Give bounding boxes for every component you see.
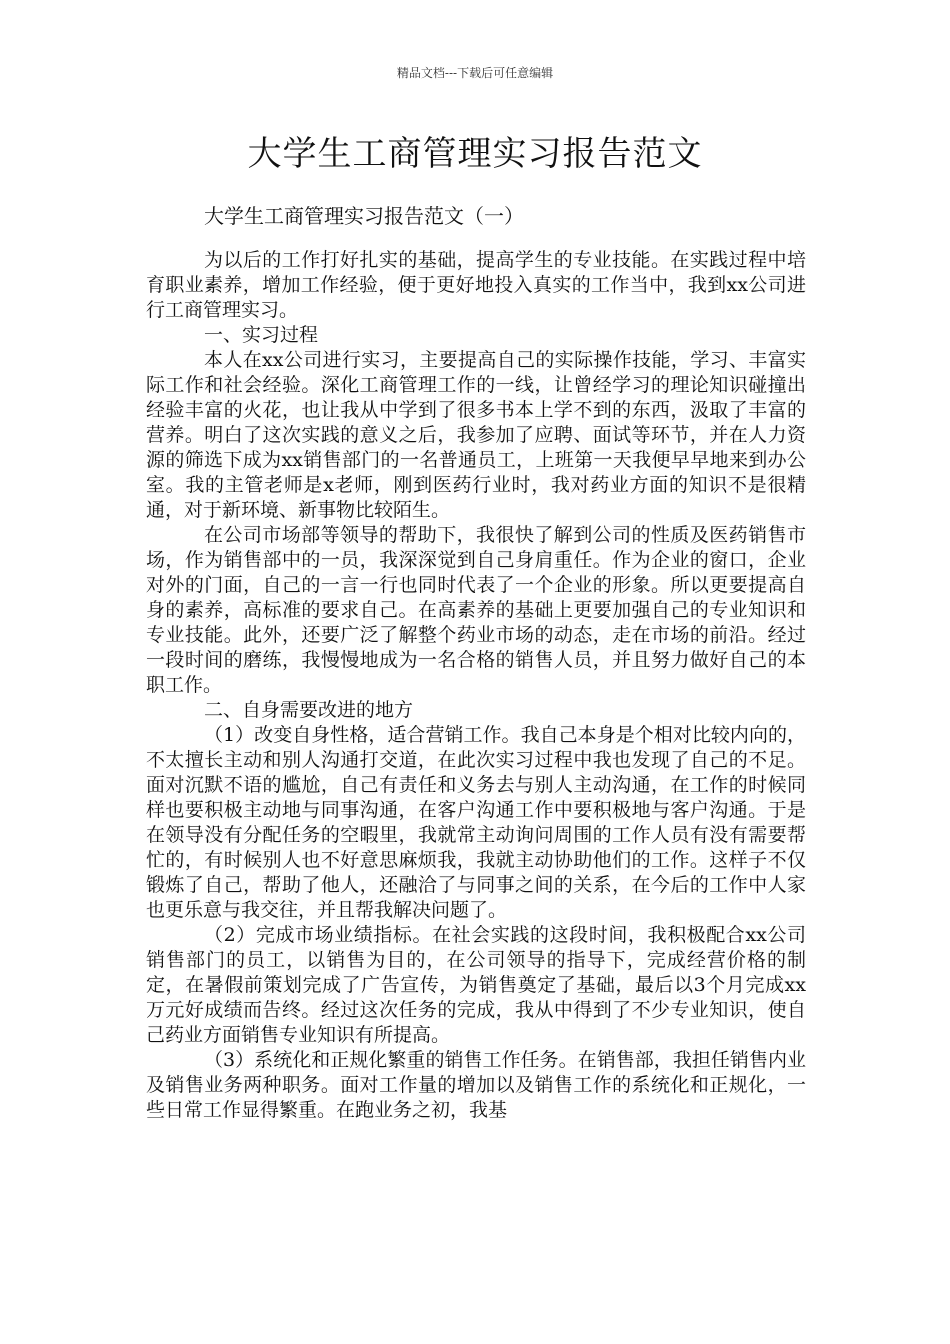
header-note: 精品文档---下载后可任意编辑 [396,66,554,80]
improvement-paragraph-2: （2）完成市场业绩指标。在社会实践的这段时间，我积极配合xx公司销售部门的员工，以销售为目的，在公司领导的指导下，完成经营价格的制定，在暑假前策划完成了广告宣传，为销售奠定了基础，最后以3个月完成xx万元好成绩而告终。经过这次任务的完成，我从中得到了不少专业知识，使自己药业方面销售专业知识有所提高。 [146,924,806,1046]
section-heading-improvements: 二、自身需要改进的地方 [204,699,414,721]
practice-paragraph-1: 本人在xx公司进行实习，主要提高自己的实际操作技能，学习、丰富实际工作和社会经验。深化工商管理工作的一线，让曾经学习的理论知识碰撞出经验丰富的火花，也让我从中学到了很多书本上学不到的东西，汲取了丰富的营养。明白了这次实践的意义之后，我参加了应聘、面试等环节，并在人力资源的筛选下成为xx销售部门的一名普通员工，上班第一天我便早早地来到办公室。我的主管老师是x老师，刚到医药行业时，我对药业方面的知识不是很精通，对于新环境、新事物比较陌生。 [146,349,806,521]
document-subtitle: 大学生工商管理实习报告范文（一） [204,204,524,228]
improvement-paragraph-3: （3）系统化和正规化繁重的销售工作任务。在销售部，我担任销售内业及销售业务两种职务。面对工作量的增加以及销售工作的系统化和正规化，一些日常工作显得繁重。在跑业务之初，我基 [146,1049,806,1121]
practice-paragraph-2: 在公司市场部等领导的帮助下，我很快了解到公司的性质及医药销售市场，作为销售部中的一员，我深深觉到自己身肩重任。作为企业的窗口，企业对外的门面，自己的一言一行也同时代表了一个企业的形象。所以更要提高自身的素养，高标准的要求自己。在高素养的基础上更要加强自己的专业知识和专业技能。此外，还要广泛了解整个药业市场的动态，走在市场的前沿。经过一段时间的磨练，我慢慢地成为一名合格的销售人员，并且努力做好自己的本职工作。 [146,524,806,696]
document-title: 大学生工商管理实习报告范文 [247,134,703,174]
section-heading-practice: 一、实习过程 [204,324,319,346]
document-body [146,248,806,1123]
improvement-paragraph-1: （1）改变自身性格，适合营销工作。我自己本身是个相对比较内向的，不太擅长主动和别人沟通打交道，在此次实习过程中我也发现了自己的不足。面对沉默不语的尴尬，自己有责任和义务去与别人主动沟通，在工作的时候同样也要积极主动地与同事沟通，在客户沟通工作中要积极地与客户沟通。于是在领导没有分配任务的空暇里，我就常主动询问周围的工作人员有没有需要帮忙的，有时候别人也不好意思麻烦我，我就主动协助他们的工作。这样子不仅锻炼了自己，帮助了他人，还融洽了与同事之间的关系，在今后的工作中人家也更乐意与我交往，并且帮我解决问题了。 [146,724,806,921]
intro-paragraph: 为以后的工作打好扎实的基础，提高学生的专业技能。在实践过程中培育职业素养，增加工作经验，便于更好地投入真实的工作当中，我到xx公司进行工商管理实习。 [146,249,806,321]
